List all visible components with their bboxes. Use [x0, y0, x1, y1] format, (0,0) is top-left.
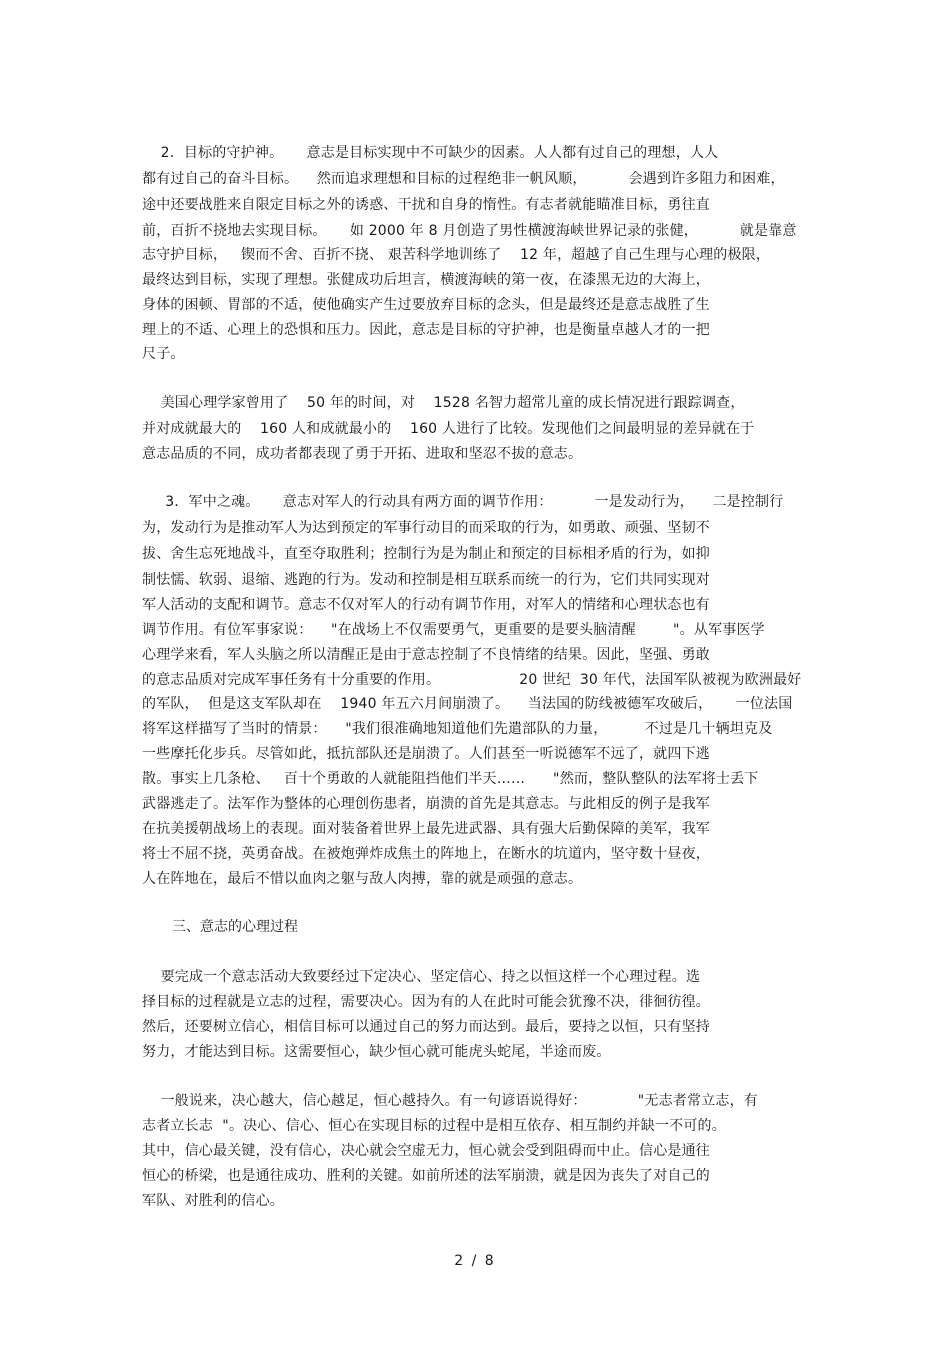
section-heading: 三、意志的心理过程	[172, 919, 298, 935]
text-line: 武器逃走了。法军作为整体的心理创伤患者，崩溃的首先是其意志。与此相反的例子是我军	[142, 796, 710, 812]
text-line: 要完成一个意志活动大致要经过下定决心、坚定信心、持之以恒这样一个心理过程。选	[142, 969, 701, 985]
text-line: 择目标的过程就是立志的过程，需要决心。因为有的人在此时可能会犹豫不决，徘徊彷徨。	[142, 994, 710, 1010]
text-line: 将士不屈不挠，英勇奋战。在被炮弹炸成焦土的阵地上，在断水的坑道内，坚守数十昼夜，	[142, 846, 710, 862]
text-line: 将军这样描写了当时的情景： "我们很准确地知道他们先遣部队的力量， 不过是几十辆坦克及	[142, 721, 773, 737]
text-line: 一些摩托化步兵。尽管如此，抵抗部队还是崩溃了。人们甚至一听说德军不远了，就四下逃	[142, 746, 710, 762]
text-line: 拔、舍生忘死地战斗，直至夺取胜利；控制行为是为制止和预定的目标相矛盾的行为，如抑	[142, 546, 710, 562]
text-line: 然后，还要树立信心，相信目标可以通过自己的努力而达到。最后，要持之以恒，只有坚持	[142, 1019, 710, 1035]
text-line: 心理学来看，军人头脑之所以清醒正是由于意志控制了不良情绪的结果。因此，坚强、勇敢	[142, 647, 710, 663]
text-line: 都有过自己的奋斗目标。 然而追求理想和目标的过程绝非一帆风顺， 会遇到许多阻力和困难，	[142, 171, 785, 187]
text-line: 2．目标的守护神。 意志是目标实现中不可缺少的因素。人人都有过自己的理想，人人	[142, 145, 719, 161]
text-line: 意志品质的不同，成功者都表现了勇于开拓、进取和坚忍不拔的意志。	[142, 446, 583, 462]
text-line: 军人活动的支配和调节。意志不仅对军人的行动有调节作用，对军人的情绪和心理状态也有	[142, 597, 710, 613]
text-line: 身体的困顿、胃部的不适，使他确实产生过要放弃目标的念头，但是最终还是意志战胜了生	[142, 297, 710, 313]
text-line: 理上的不适、心理上的恐惧和压力。因此，意志是目标的守护神，也是衡量卓越人才的一把	[142, 322, 710, 338]
text-line: 最终达到目标，实现了理想。张健成功后坦言，横渡海峡的第一夜，在漆黑无边的大海上，	[142, 272, 710, 288]
text-line: 军队、对胜利的信心。	[142, 1193, 284, 1209]
text-line: 努力，才能达到目标。这需要恒心，缺少恒心就可能虎头蛇尾，半途而废。	[142, 1044, 611, 1060]
text-line: 其中，信心最关键，没有信心，决心就会空虚无力，恒心就会受到阻碍而中止。信心是通往	[142, 1143, 710, 1159]
text-line: 并对成就最大的 160 人和成就最小的 160 人进行了比较。发现他们之间最明显的差异就在于	[142, 421, 755, 437]
text-line: 调节作用。有位军事家说： "在战场上不仅需要勇气，更重要的是要头脑清醒 "。从军事医学	[142, 622, 765, 638]
text-line: 制怯懦、软弱、退缩、逃跑的行为。发动和控制是相互联系而统一的行为，它们共同实现对	[142, 572, 710, 588]
text-line: 为，发动行为是推动军人为达到预定的军事行动目的而采取的行为，如勇敢、顽强、坚韧不	[142, 520, 710, 536]
text-line: 的军队， 但是这支军队却在 1940 年五六月间崩溃了。 当法国的防线被德军攻破后， 一位法国	[142, 696, 793, 712]
text-line: 恒心的桥梁，也是通往成功、胜利的关键。如前所述的法军崩溃，就是因为丧失了对自己的	[142, 1168, 710, 1184]
text-line: 在抗美援朝战场上的表现。面对装备着世界上最先进武器、具有强大后勤保障的美军，我军	[142, 821, 710, 837]
text-line: 一般说来，决心越大，信心越足，恒心越持久。有一句谚语说得好： "无志者常立志，有	[142, 1093, 758, 1109]
text-line: 3．军中之魂。 意志对军人的行动具有两方面的调节作用： 一是发动行为， 二是控制行	[142, 494, 784, 510]
page-number: 2 / 8	[454, 1253, 496, 1269]
text-line: 的意志品质对完成军事任务有十分重要的作用。 20 世纪 30 年代，法国军队被视为欧洲最好	[142, 672, 802, 688]
text-line: 途中还要战胜来自限定目标之外的诱惑、干扰和自身的惰性。有志者就能瞄准目标，勇往直	[142, 197, 710, 213]
text-line: 美国心理学家曾用了 50 年的时间，对 1528 名智力超常儿童的成长情况进行跟踪调查，	[142, 395, 745, 411]
text-line: 志者立长志 "。决心、信心、恒心在实现目标的过程中是相互依存、相互制约并缺一不可的。	[142, 1118, 726, 1134]
text-line: 尺子。	[142, 346, 185, 362]
text-line: 志守护目标， 锲而不舍、百折不挠、 艰苦科学地训练了 12 年，超越了自己生理与心理的极限，	[142, 247, 771, 263]
text-line: 前，百折不挠地去实现目标。 如 2000 年 8 月创造了男性横渡海峡世界记录的张健， 就是靠意	[142, 223, 797, 239]
text-line: 散。事实上几条枪、 百十个勇敢的人就能阻挡他们半天…… "然而，整队整队的法军将士丢下	[142, 771, 759, 787]
text-line: 人在阵地在，最后不惜以血肉之躯与敌人肉搏，靠的就是顽强的意志。	[142, 871, 583, 887]
